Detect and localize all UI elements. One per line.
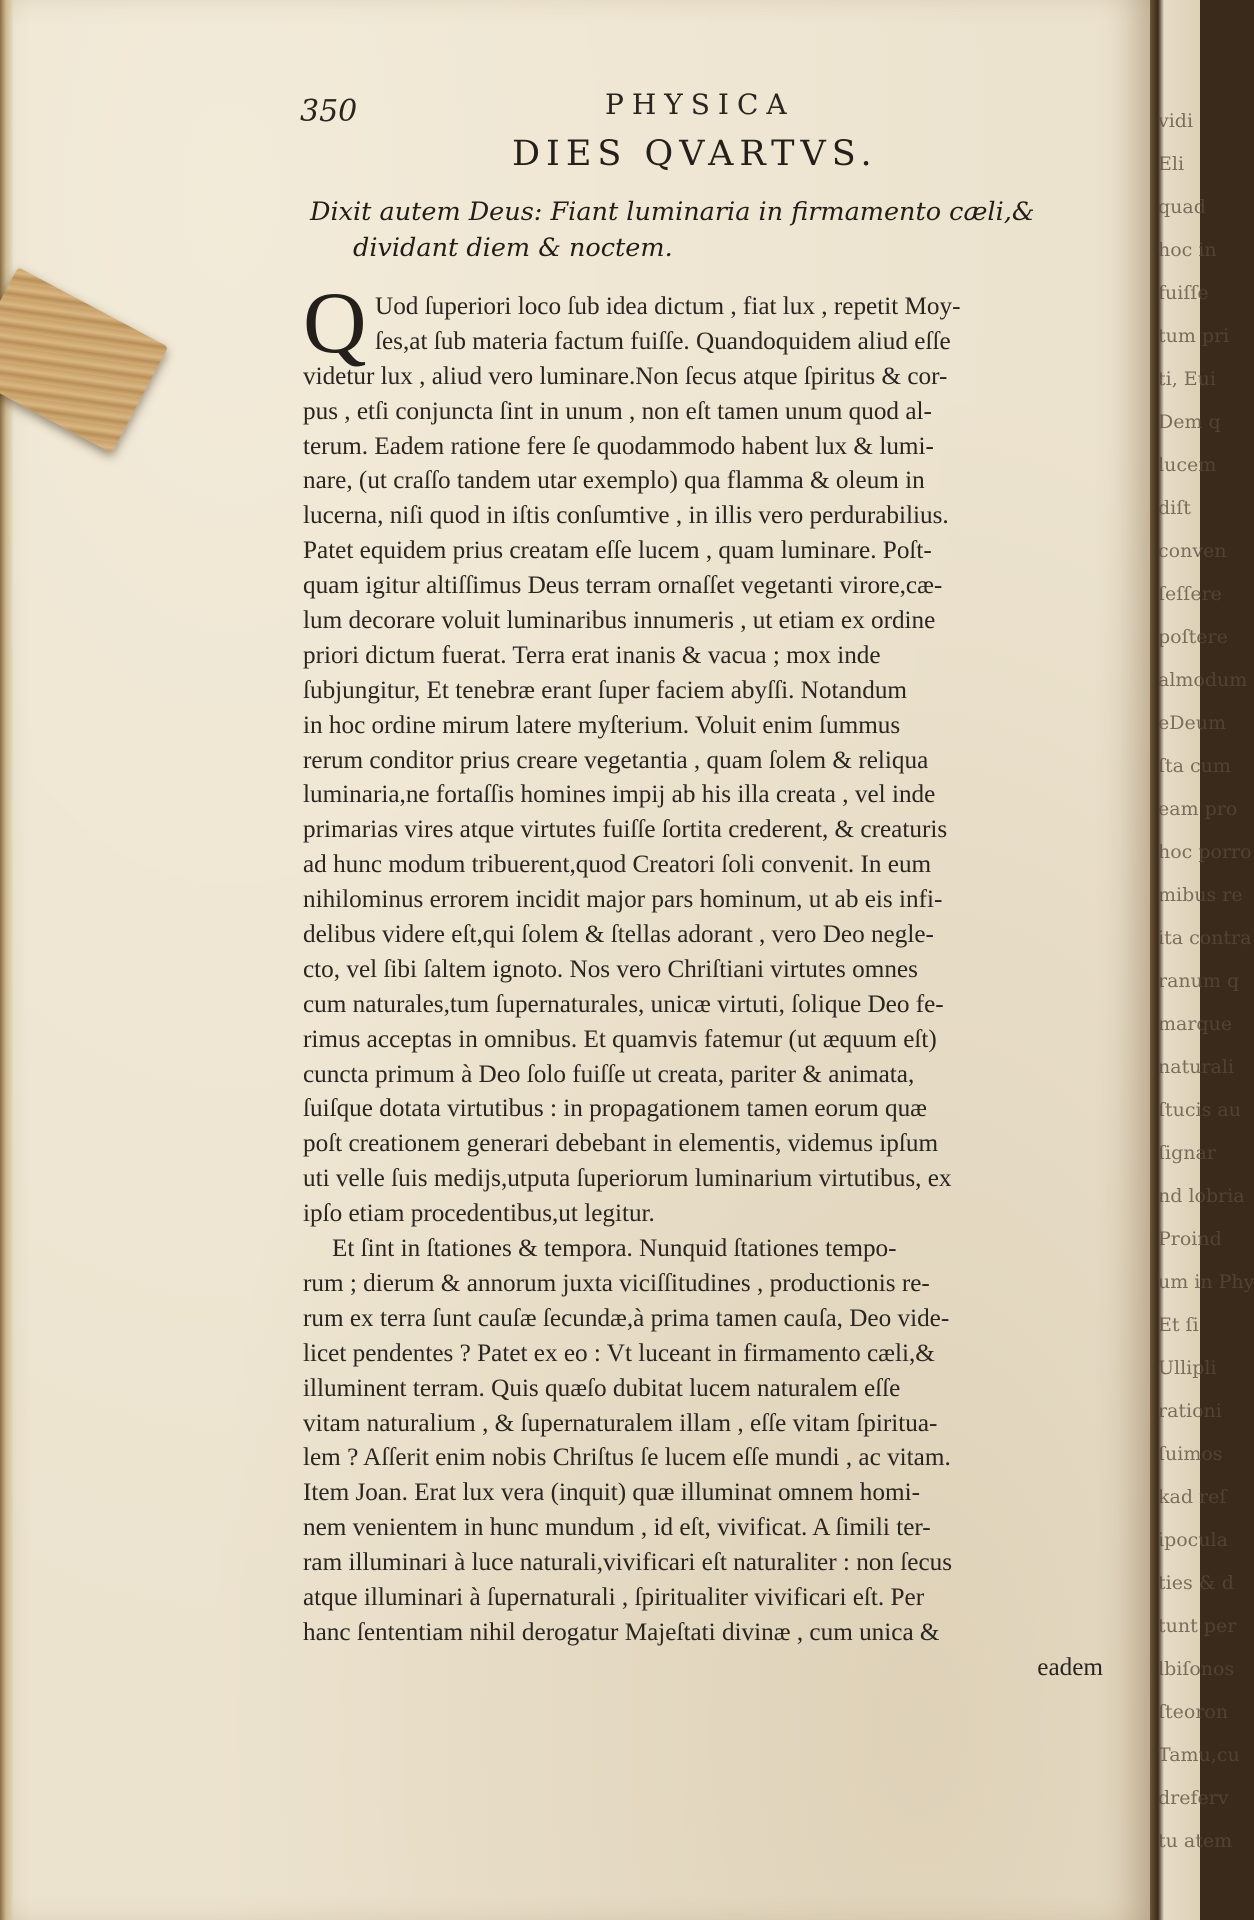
next-page-fragment: eam pro bbox=[1158, 798, 1238, 820]
drop-cap: Q bbox=[303, 275, 367, 372]
next-page-fragment: conven bbox=[1158, 540, 1227, 562]
text-line: rerum conditor prius creare vegetantia , quam ſolem & reliqua bbox=[303, 746, 929, 774]
text-line: lucerna, niſi quod in iſtis conſumtive , in illis vero perdurabilius. bbox=[303, 502, 949, 530]
next-page-fragment: poſtere bbox=[1158, 626, 1228, 648]
next-page-fragment: Et ſi bbox=[1158, 1314, 1199, 1336]
text-line: delibus videre eſt,qui ſolem & ſtellas adorant , vero Deo negle- bbox=[303, 921, 934, 949]
text-line: ram illuminari à luce naturali,vivificari eſt naturaliter : non ſecus bbox=[303, 1549, 953, 1577]
next-page-fragment: ſteoron bbox=[1158, 1701, 1229, 1723]
text-line: in hoc ordine mirum latere myſterium. Voluit enim ſummus bbox=[303, 711, 901, 739]
next-page-fragment: ſignar bbox=[1158, 1142, 1216, 1164]
next-page-fragment: ſeſſere bbox=[1158, 583, 1222, 605]
next-page-fragment: Ullipli bbox=[1158, 1357, 1217, 1379]
next-page-fragment: ita contra bbox=[1158, 927, 1252, 949]
next-page-fragment: nd lobria bbox=[1158, 1185, 1245, 1207]
text-line: cum naturales,tum ſupernaturales, unicæ virtuti, ſolique Deo fe- bbox=[303, 990, 944, 1018]
text-line: quam igitur altiſſimus Deus terram ornaſſet vegetanti virore,cæ- bbox=[303, 572, 943, 600]
next-page-fragment: ipocula bbox=[1158, 1529, 1228, 1551]
text-line: ſes,at ſub materia factum fuiſſe. Quandoquidem aliud eſſe bbox=[375, 327, 951, 355]
text-line: cuncta primum à Deo ſolo fuiſſe ut creata, pariter & animata, bbox=[303, 1060, 915, 1088]
running-head: PHYSICA bbox=[605, 88, 795, 121]
text-line: uti velle ſuis medijs,utputa ſuperiorum luminarium virtutibus, ex bbox=[303, 1165, 952, 1193]
next-page-fragment: fuiſſe bbox=[1158, 282, 1209, 304]
next-page-fragment: hoc in bbox=[1158, 239, 1217, 261]
next-page-fragment: ties & d bbox=[1158, 1572, 1234, 1594]
next-page-fragment: almodum bbox=[1158, 669, 1248, 691]
next-page-fragment: eDeum bbox=[1158, 712, 1226, 734]
text-line: rum ; dierum & annorum juxta viciſſitudines , productionis re- bbox=[303, 1269, 930, 1297]
body-text bbox=[303, 290, 1103, 1686]
page-number: 350 bbox=[300, 94, 358, 129]
next-page-fragment: lbiſonos bbox=[1158, 1658, 1235, 1680]
chapter-title: DIES QVARTVS. bbox=[512, 134, 878, 174]
next-page-fragment: dreferv bbox=[1158, 1787, 1229, 1809]
scripture-line: dividant diem & noctem. bbox=[353, 233, 673, 263]
catchword: eadem bbox=[1037, 1653, 1103, 1681]
next-page-fragment: Tamu,cu bbox=[1158, 1744, 1240, 1766]
next-page-fragment: ſuimos bbox=[1158, 1443, 1223, 1465]
text-line: ipſo etiam procedentibus,ut legitur. bbox=[303, 1200, 655, 1228]
text-line: hanc ſententiam nihil derogatur Majeſtati divinæ , cum unica & bbox=[303, 1618, 940, 1646]
next-page-fragment: Eli bbox=[1158, 153, 1185, 175]
text-line: lum decorare voluit luminaribus innumeris , ut etiam ex ordine bbox=[303, 607, 936, 635]
page-header bbox=[300, 84, 1100, 129]
text-line: cto, vel ſibi ſaltem ignoto. Nos vero Chriſtiani virtutes omnes bbox=[303, 955, 918, 983]
text-line: ſubjungitur, Et tenebræ erant ſuper faciem abyſſi. Notandum bbox=[303, 676, 908, 704]
next-page-fragment: kad reſ bbox=[1158, 1486, 1227, 1508]
text-line: Item Joan. Erat lux vera (inquit) quæ illuminat omnem homi- bbox=[303, 1479, 920, 1507]
next-page-fragment: tunt per bbox=[1158, 1615, 1237, 1637]
next-page-fragment: lucem bbox=[1158, 454, 1217, 476]
scripture-line: Dixit autem Deus: Fiant luminaria in firmamento cæli,& bbox=[310, 197, 1035, 227]
text-line: Uod ſuperiori loco ſub idea dictum , fiat lux , repetit Moy- bbox=[375, 293, 961, 320]
scripture-quote bbox=[310, 194, 1110, 266]
next-page-fragment: marque bbox=[1158, 1013, 1233, 1035]
text-line: ſuiſque dotata virtutibus : in propagationem tamen eorum quæ bbox=[303, 1095, 927, 1123]
next-page-fragment: tum pri bbox=[1158, 325, 1230, 347]
text-line: pus , etſi conjuncta ſint in unum , non eſt tamen unum quod al- bbox=[303, 397, 932, 425]
text-line: licet pendentes ? Patet ex eo : Vt luceant in firmamento cæli,& bbox=[303, 1339, 935, 1367]
next-page-fragment: vidi bbox=[1158, 110, 1194, 132]
text-line: videtur lux , aliud vero luminare.Non ſecus atque ſpiritus & cor- bbox=[303, 362, 948, 390]
text-line: priori dictum fuerat. Terra erat inanis & vacua ; mox inde bbox=[303, 641, 881, 669]
text-line: rimus acceptas in omnibus. Et quamvis fatemur (ut æquum eſt) bbox=[303, 1025, 937, 1053]
text-line: ad hunc modum tribuerent,quod Creatori ſoli convenit. In eum bbox=[303, 851, 932, 879]
text-line: nem venientem in hunc mundum , id eſt, vivificat. A ſimili ter- bbox=[303, 1514, 931, 1542]
text-line: vitam naturalium , & ſupernaturalem illam , eſſe vitam ſpiritua- bbox=[303, 1409, 938, 1437]
text-line: primarias vires atque virtutes fuiſſe ſortita crederent, & creaturis bbox=[303, 816, 948, 844]
text-line: lem ? Aſſerit enim nobis Chriſtus ſe lucem eſſe mundi , ac vitam. bbox=[303, 1444, 951, 1472]
text-line: illuminent terram. Quis quæſo dubitat lucem naturalem eſſe bbox=[303, 1374, 901, 1402]
next-page-fragment: quad bbox=[1158, 196, 1206, 218]
next-page-fragment: rationi bbox=[1158, 1400, 1222, 1422]
next-page-fragment: tu atem bbox=[1158, 1830, 1233, 1852]
next-page-fragment: mibus re bbox=[1158, 884, 1243, 906]
next-page-fragment: ti, Eui bbox=[1158, 368, 1216, 390]
next-page-fragment: um in Phy bbox=[1158, 1271, 1254, 1293]
next-page-fragment: ranum q bbox=[1158, 970, 1240, 992]
text-line: nihilominus errorem incidit major pars hominum, ut ab eis infi- bbox=[303, 886, 943, 914]
next-page-fragment: hoc porro bbox=[1158, 841, 1252, 863]
next-page-fragments bbox=[1158, 100, 1254, 1852]
text-line: Et ſint in ſtationes & tempora. Nunquid ſtationes tempo- bbox=[332, 1235, 897, 1263]
next-page-fragment: Dem q bbox=[1158, 411, 1221, 433]
next-page-fragment: Proind bbox=[1158, 1228, 1222, 1250]
text-line: nare, (ut craſſo tandem utar exemplo) qua flamma & oleum in bbox=[303, 467, 925, 495]
text-line: luminaria,ne fortaſſis homines impij ab his illa creata , vel inde bbox=[303, 781, 936, 809]
next-page-fragment: naturali bbox=[1158, 1056, 1234, 1078]
text-line: rum ex terra ſunt cauſæ ſecundæ,à prima tamen cauſa, Deo vide- bbox=[303, 1304, 950, 1332]
text-line: atque illuminari à ſupernaturali , ſpiritualiter vivificari eſt. Per bbox=[303, 1583, 925, 1611]
text-line: poſt creationem generari debebant in elementis, videmus ipſum bbox=[303, 1130, 939, 1158]
text-line: Patet equidem prius creatam eſſe lucem , quam luminare. Poſt- bbox=[303, 537, 932, 565]
next-page-fragment: diſt bbox=[1158, 497, 1191, 519]
next-page-fragment: ſtucis au bbox=[1158, 1099, 1241, 1121]
next-page-fragment: ſta cum bbox=[1158, 755, 1231, 777]
text-line: terum. Eadem ratione fere ſe quodammodo habent lux & lumi- bbox=[303, 432, 934, 460]
